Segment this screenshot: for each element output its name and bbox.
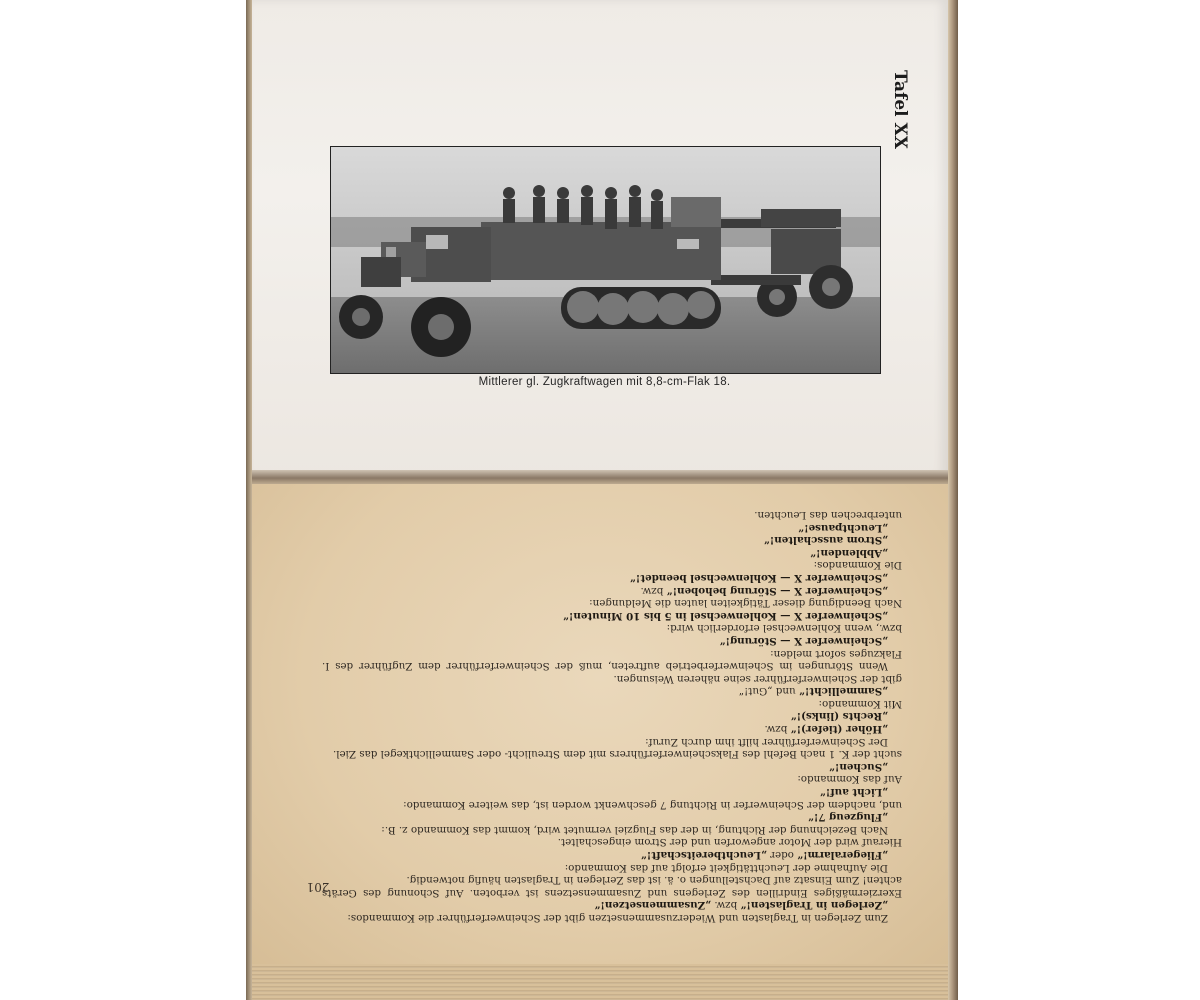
line-text: Der Scheinwerferführer hilft ihm durch Zuruf: [645,735,888,748]
bold-command: „Abblenden!“ [810,546,888,559]
bold-command: „Rechts (links)!“ [790,710,888,723]
text-line [322,748,902,761]
bold-command: „Suchen!“ [828,760,888,773]
text-line [322,861,902,874]
text-line [322,597,902,610]
text-line [322,534,902,547]
bold-command: „Scheinwerfer X — Kohlenwechsel in 5 bis 10 Minuten!“ [562,609,888,622]
text-line [322,672,902,685]
line-text: bzw. [640,584,667,597]
line-text: gibt der Scheinwerferführer seine näheren Weisungen. [613,672,902,685]
text-line [322,647,902,672]
line-text: Nach Beendigung dieser Tätigkeiten lauten die Meldungen: [589,597,902,610]
line-text: sucht der K. 1 nach Befehl des Flakscheinwerferführers mit dem Streulicht- oder Sammellichtkegel das Ziel. [332,748,902,761]
line-text: Die Aufnahme der Leuchttätigkeit erfolgt auf das Kommando: [564,861,888,874]
line-text: und, nachdem der Scheinwerfer in Richtung 7 geschwenkt worden ist, das weitere Kommando: [403,798,902,811]
bold-command: „Zerlegen in Traglasten!“ [740,899,888,912]
line-text: oder [766,849,798,862]
plate-page [252,0,948,478]
text-line [322,798,902,811]
text-page [252,484,948,968]
text-line [322,571,902,584]
text-line [322,710,902,723]
text-line [322,559,902,572]
bold-command: „Fliegeralarm!“ [797,849,888,862]
page-stack-edge [252,964,948,1000]
page-number: 201 [306,880,330,894]
text-line [322,508,902,521]
line-text: Wenn Störungen im Scheinwerferbetrieb auftreten, muß der Scheinwerferführer dem Zugführer des I. Flakzuges sofort melden: [322,647,902,673]
line-text: bzw. [711,899,741,912]
text-line [322,685,902,698]
line-text: Mit Kommando: [818,697,902,710]
text-line [322,584,902,597]
line-text: bzw., wenn Kohlenwechsel erforderlich wird: [666,622,902,635]
text-line [322,899,902,912]
bold-command: „Zusammensetzen!“ [594,899,712,912]
line-text: Hierauf wird der Motor angeworfen und der Strom eingeschaltet. [557,836,902,849]
text-line [322,546,902,559]
line-text: Nach Bezeichnung der Richtung, in der das Flugziel vermutet wird, kommt das Kommando z. B.: [381,823,888,836]
text-line [322,874,902,899]
text-line [322,735,902,748]
bold-command: „Leuchtbereitschaft!“ [640,849,767,862]
text-line [322,634,902,647]
text-line [322,760,902,773]
book-fore-edge [948,0,958,1000]
bold-command: „Sammellicht!“ [798,685,888,698]
text-line [322,622,902,635]
bold-command: „Scheinwerfer X — Kohlenwechsel beendet!“ [629,571,888,584]
text-line [322,785,902,798]
text-line [322,521,902,534]
bold-command: „Scheinwerfer X — Störung behoben!“ [666,584,888,597]
line-text: Exerziermäßiges Eindrillen des Zerlegens und Zusammensetzens ist verboten. Auf Schonung des Geräts achten! Zum Einsatz auf Dachstellungen o. ä. ist das Zerlegen in Traglasten häufig notwendig. [322,874,902,899]
bold-command: „Scheinwerfer X — Störung!“ [719,634,888,647]
bold-command: „Strom ausschalten!“ [763,534,888,547]
text-line [322,609,902,622]
text-line [322,697,902,710]
line-text: unterbrechen das Leuchten. [754,509,902,521]
photo-caption: Mittlerer gl. Zugkraftwagen mit 8,8-cm-Flak 18. [478,376,731,388]
halftrack-photo-drawing [331,147,880,373]
text-line [322,811,902,824]
halftrack-photo [330,146,881,374]
text-line [322,836,902,849]
line-text: Zum Zerlegen in Traglasten und Wiederzusammensetzen gibt der Scheinwerferführer die Kommandos: [347,912,888,924]
text-line [322,823,902,836]
text-line [322,848,902,861]
bold-command: „Licht auf!“ [819,786,888,799]
bold-command: „Höher (tiefer)!“ [790,723,888,736]
page-body-text [322,509,902,924]
text-line [322,773,902,786]
line-text: und „Gut!“ [738,685,799,698]
bold-command: „Flugzeug 7!“ [807,811,888,824]
line-text: bzw. [764,723,791,736]
text-line [322,723,902,736]
line-text: Auf das Kommando: [797,773,902,786]
text-line [322,911,902,924]
line-text: Die Kommandos: [813,559,902,572]
bold-command: „Leuchtpause!“ [798,521,888,534]
plate-label: Tafel XX [890,70,910,149]
open-book [246,0,958,1000]
